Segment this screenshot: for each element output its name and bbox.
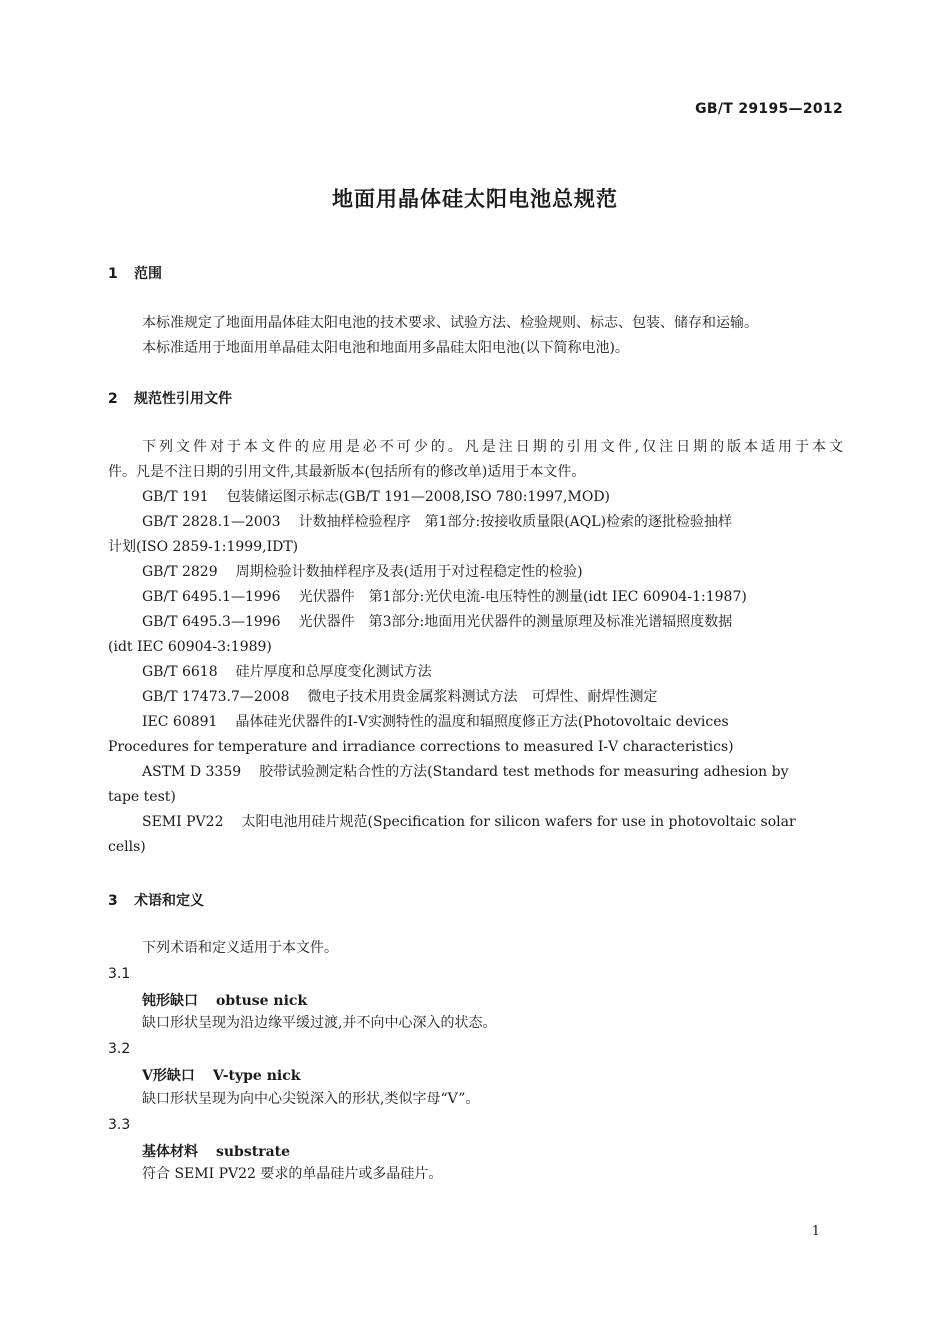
reference-title: 光伏器件 第3部分:地面用光伏器件的测量原理及标准光谱辐照度数据 bbox=[298, 614, 733, 630]
reference-code: IEC 60891 bbox=[142, 714, 218, 730]
reference-code: GB/T 2829 bbox=[142, 564, 218, 580]
term-number: 3.1 bbox=[108, 966, 131, 982]
section-title: 规范性引用文件 bbox=[134, 391, 232, 407]
reference-continuation: Procedures for temperature and irradiance corrections to measured Ⅰ-Ⅴ characteristics) bbox=[108, 739, 734, 755]
reference-code: GB/T 17473.7—2008 bbox=[142, 689, 290, 705]
reference-continuation: 计划(ISO 2859-1:1999,IDT) bbox=[108, 539, 299, 555]
reference-code: GB/T 2828.1—2003 bbox=[142, 514, 281, 530]
section-1-heading bbox=[108, 263, 162, 283]
reference-item bbox=[142, 560, 843, 585]
reference-code: GB/T 6618 bbox=[142, 664, 218, 680]
reference-item bbox=[142, 585, 843, 610]
section-number: 3 bbox=[108, 893, 118, 909]
paragraph: 本标准适用于地面用单晶硅太阳电池和地面用多晶硅太阳电池(以下简称电池)。 bbox=[142, 340, 629, 356]
reference-title: 计数抽样检验程序 第1部分:按接收质量限(AQL)检索的逐批检验抽样 bbox=[298, 514, 733, 530]
standard-code: GB/T 29195—2012 bbox=[695, 101, 843, 117]
reference-code: SEMI PV22 bbox=[142, 814, 224, 830]
reference-code: GB/T 6495.3—1996 bbox=[142, 614, 281, 630]
term-definition: 缺口形状呈现为沿边缘平缓过渡,并不向中心深入的状态。 bbox=[142, 1015, 497, 1031]
term-en: V-type nick bbox=[212, 1068, 301, 1084]
section-title: 术语和定义 bbox=[134, 893, 204, 909]
reference-item bbox=[142, 660, 843, 685]
section-title: 范围 bbox=[134, 266, 162, 282]
term-zh: 基体材料 bbox=[142, 1144, 198, 1160]
reference-continuation: cells) bbox=[108, 839, 146, 855]
reference-title: 包装储运图示标志(GB/T 191—2008,ISO 780:1997,MOD) bbox=[226, 489, 611, 505]
paragraph: 下列文件对于本文件的应用是必不可少的。凡是注日期的引用文件,仅注日期的版本适用于本文 bbox=[142, 439, 843, 455]
term-name bbox=[142, 1065, 300, 1085]
reference-title: 微电子技术用贵金属浆料测试方法 可焊性、耐焊性测定 bbox=[307, 689, 658, 705]
reference-title: 胶带试验测定粘合性的方法(Standard test methods for measuring adhesion by bbox=[259, 764, 789, 780]
reference-code: ASTM D 3359 bbox=[142, 764, 242, 780]
reference-item bbox=[142, 810, 843, 835]
term-zh: V形缺口 bbox=[142, 1068, 195, 1084]
reference-item bbox=[142, 760, 843, 785]
reference-item bbox=[142, 485, 843, 510]
reference-title: 光伏器件 第1部分:光伏电流-电压特性的测量(idt IEC 60904-1:1987) bbox=[298, 589, 747, 605]
reference-code: GB/T 191 bbox=[142, 489, 209, 505]
reference-code: GB/T 6495.1—1996 bbox=[142, 589, 281, 605]
reference-title: 太阳电池用硅片规范(Specification for silicon wafers for use in photovoltaic solar bbox=[241, 814, 796, 830]
reference-title: 周期检验计数抽样程序及表(适用于对过程稳定性的检验) bbox=[235, 564, 583, 580]
reference-item bbox=[142, 685, 843, 710]
reference-continuation: (idt IEC 60904-3:1989) bbox=[108, 639, 272, 655]
term-zh: 钝形缺口 bbox=[142, 993, 198, 1009]
term-en: obtuse nick bbox=[216, 993, 308, 1009]
term-number: 3.2 bbox=[108, 1041, 131, 1057]
section-number: 2 bbox=[108, 391, 118, 407]
reference-item bbox=[142, 710, 843, 735]
paragraph: 下列术语和定义适用于本文件。 bbox=[142, 940, 338, 956]
term-name bbox=[142, 990, 307, 1010]
section-3-heading bbox=[108, 890, 204, 910]
reference-item bbox=[142, 610, 843, 635]
section-2-heading bbox=[108, 388, 232, 408]
reference-continuation: tape test) bbox=[108, 789, 176, 805]
paragraph-continuation: 件。凡是不注日期的引用文件,其最新版本(包括所有的修改单)适用于本文件。 bbox=[108, 464, 586, 480]
reference-title: 硅片厚度和总厚度变化测试方法 bbox=[235, 664, 432, 680]
term-en: substrate bbox=[216, 1144, 291, 1160]
reference-item bbox=[142, 510, 843, 535]
document-title: 地面用晶体硅太阳电池总规范 bbox=[332, 187, 618, 211]
term-number: 3.3 bbox=[108, 1117, 131, 1133]
paragraph: 本标准规定了地面用晶体硅太阳电池的技术要求、试验方法、检验规则、标志、包装、储存和运输。 bbox=[142, 315, 758, 331]
term-definition: 符合 SEMI PV22 要求的单晶硅片或多晶硅片。 bbox=[142, 1166, 443, 1182]
term-definition: 缺口形状呈现为向中心尖锐深入的形状,类似字母“V”。 bbox=[142, 1091, 480, 1107]
page-number: 1 bbox=[811, 1224, 820, 1239]
term-name bbox=[142, 1141, 290, 1161]
reference-title: 晶体硅光伏器件的Ⅰ-Ⅴ实测特性的温度和辐照度修正方法(Photovoltaic devices bbox=[235, 714, 729, 730]
section-number: 1 bbox=[108, 266, 118, 282]
